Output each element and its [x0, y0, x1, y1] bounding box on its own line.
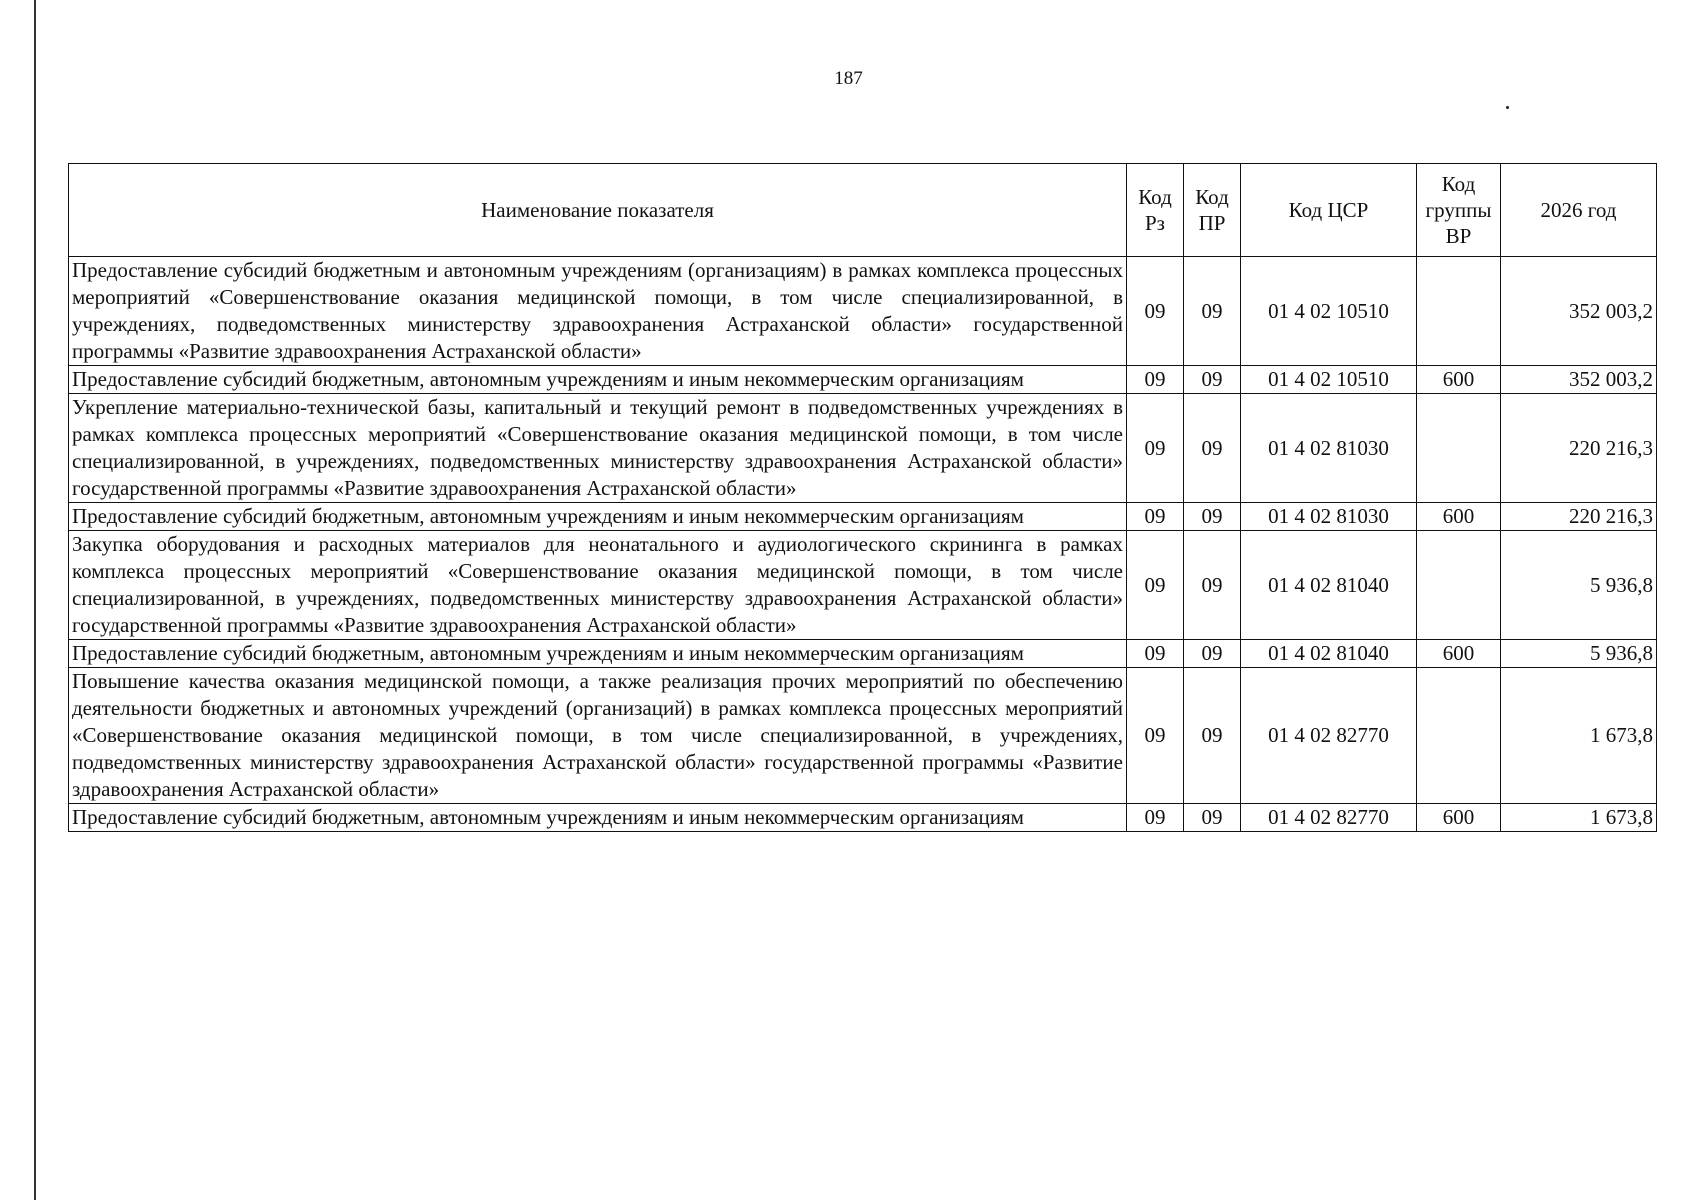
row-rz: 09	[1127, 640, 1184, 668]
table-row	[69, 257, 1657, 366]
row-rz: 09	[1127, 531, 1184, 640]
table-row	[69, 394, 1657, 503]
row-amount: 5 936,8	[1501, 640, 1657, 668]
row-csr: 01 4 02 10510	[1241, 366, 1417, 394]
table-row	[69, 366, 1657, 394]
row-rz: 09	[1127, 503, 1184, 531]
row-rz: 09	[1127, 257, 1184, 366]
row-name: Предоставление субсидий бюджетным, автономным учреждениям и иным некоммерческим организациям	[69, 640, 1127, 668]
row-amount: 5 936,8	[1501, 531, 1657, 640]
row-amount: 220 216,3	[1501, 503, 1657, 531]
table-row	[69, 804, 1657, 832]
row-rz: 09	[1127, 668, 1184, 804]
table-row	[69, 531, 1657, 640]
row-csr: 01 4 02 81030	[1241, 503, 1417, 531]
row-amount: 1 673,8	[1501, 804, 1657, 832]
left-margin-rule	[34, 0, 36, 1200]
row-vr: 600	[1417, 640, 1501, 668]
row-pr: 09	[1184, 640, 1241, 668]
row-name: Закупка оборудования и расходных материалов для неонатального и аудиологического скрининга в рамках комплекса процессных мероприятий «Совершенствование оказания медицинской помощи, в том числе специализированной, в учреждениях, подведомственных министерству здравоохранения Астраханской области» государственной программы «Развитие здравоохранения Астраханской области»	[69, 531, 1127, 640]
row-pr: 09	[1184, 668, 1241, 804]
table-row	[69, 668, 1657, 804]
row-csr: 01 4 02 81040	[1241, 531, 1417, 640]
row-amount: 352 003,2	[1501, 257, 1657, 366]
row-rz: 09	[1127, 366, 1184, 394]
row-pr: 09	[1184, 394, 1241, 503]
row-vr: 600	[1417, 804, 1501, 832]
row-csr: 01 4 02 82770	[1241, 804, 1417, 832]
table-row	[69, 640, 1657, 668]
row-vr	[1417, 531, 1501, 640]
row-vr	[1417, 257, 1501, 366]
header-year: 2026 год	[1501, 164, 1657, 257]
row-amount: 220 216,3	[1501, 394, 1657, 503]
row-vr: 600	[1417, 366, 1501, 394]
scan-speck	[1506, 106, 1509, 109]
row-vr: 600	[1417, 503, 1501, 531]
row-csr: 01 4 02 81040	[1241, 640, 1417, 668]
row-rz: 09	[1127, 804, 1184, 832]
row-name: Укрепление материально-технической базы, капитальный и текущий ремонт в подведомственных учреждениях в рамках комплекса процессных мероприятий «Совершенствование оказания медицинской помощи, в том числе специализированной, в учреждениях, подведомственных министерству здравоохранения Астраханской области» государственной программы «Развитие здравоохранения Астраханской области»	[69, 394, 1127, 503]
row-vr	[1417, 668, 1501, 804]
row-pr: 09	[1184, 503, 1241, 531]
table-header-row	[69, 164, 1657, 257]
row-amount: 1 673,8	[1501, 668, 1657, 804]
row-vr	[1417, 394, 1501, 503]
row-pr: 09	[1184, 804, 1241, 832]
row-pr: 09	[1184, 366, 1241, 394]
table-row	[69, 503, 1657, 531]
row-amount: 352 003,2	[1501, 366, 1657, 394]
row-csr: 01 4 02 81030	[1241, 394, 1417, 503]
row-pr: 09	[1184, 257, 1241, 366]
budget-table	[68, 163, 1657, 832]
row-name: Предоставление субсидий бюджетным, автономным учреждениям и иным некоммерческим организациям	[69, 503, 1127, 531]
header-name: Наименование показателя	[69, 164, 1127, 257]
header-pr: Код ПР	[1184, 164, 1241, 257]
header-rz: Код Рз	[1127, 164, 1184, 257]
row-name: Повышение качества оказания медицинской помощи, а также реализация прочих мероприятий по обеспечению деятельности бюджетных и автономных учреждений (организаций) в рамках комплекса процессных мероприятий «Совершенствование оказания медицинской помощи, в том числе специализированной, в учреждениях, подведомственных министерству здравоохранения Астраханской области» государственной программы «Развитие здравоохранения Астраханской области»	[69, 668, 1127, 804]
row-name: Предоставление субсидий бюджетным, автономным учреждениям и иным некоммерческим организациям	[69, 366, 1127, 394]
header-vr: Код группы ВР	[1417, 164, 1501, 257]
header-csr: Код ЦСР	[1241, 164, 1417, 257]
row-name: Предоставление субсидий бюджетным, автономным учреждениям и иным некоммерческим организациям	[69, 804, 1127, 832]
row-name: Предоставление субсидий бюджетным и автономным учреждениям (организациям) в рамках комплекса процессных мероприятий «Совершенствование оказания медицинской помощи, в том числе специализированной, в учреждениях, подведомственных министерству здравоохранения Астраханской области» государственной программы «Развитие здравоохранения Астраханской области»	[69, 257, 1127, 366]
row-csr: 01 4 02 10510	[1241, 257, 1417, 366]
row-rz: 09	[1127, 394, 1184, 503]
row-csr: 01 4 02 82770	[1241, 668, 1417, 804]
page-number: 187	[834, 68, 863, 89]
row-pr: 09	[1184, 531, 1241, 640]
